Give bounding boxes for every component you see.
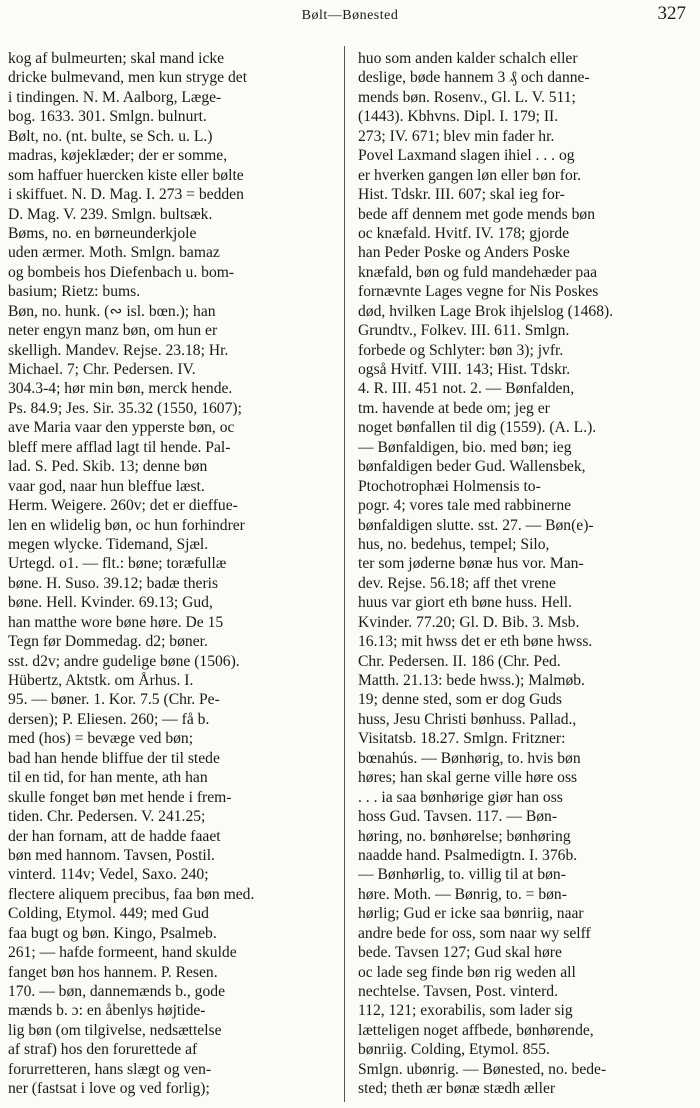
page-header <box>0 0 700 40</box>
text-line: oc knæfald. Hvitf. IV. 178; gjorde <box>358 224 570 242</box>
text-line: høring, no. bønhørelse; bønhøring <box>358 827 571 845</box>
text-line: dricke bulmevand, men kun stryge det <box>8 69 248 87</box>
text-line: som haffuer huercken kiste eller bølte <box>8 166 244 184</box>
text-line: Ps. 84.9; Jes. Sir. 35.32 (1550, 1607); <box>8 399 242 417</box>
text-line: Tegn før Dommedag. d2; bøner. <box>8 633 208 651</box>
text-line: . . . ia saa bønhørige giør han oss <box>358 788 563 806</box>
text-line: i skiffuet. N. D. Mag. I. 273 = bedden <box>8 186 244 204</box>
text-line: Ptochotrophæi Holmensis to- <box>358 477 541 495</box>
text-line: 112, 121; exorabilis, som lader sig <box>358 1002 573 1020</box>
text-line: vaar god, naar hun bleffue læst. <box>8 477 205 495</box>
text-line: Urtegd. o1. — flt.: bøne; toræfullæ <box>8 555 227 573</box>
text-line: 304.3-4; hør min bøn, merck hende. <box>8 380 233 398</box>
text-line: faa bugt og bøn. Kingo, Psalmeb. <box>8 924 217 942</box>
right-column <box>358 49 688 1099</box>
text-line: ter som jøderne bønæ hus vor. Man- <box>358 555 584 573</box>
text-line: mends bøn. Rosenv., Gl. L. V. 511; <box>358 88 576 106</box>
text-line: huss, Jesu Christi bønhuss. Pallad., <box>358 710 577 728</box>
text-line: deslige, bøde hannem 3 ₰ och danne- <box>358 69 590 87</box>
text-line: Hist. Tdskr. III. 607; skal ieg for- <box>358 186 565 204</box>
text-line: bede. Tavsen 127; Gud skal høre <box>358 944 562 962</box>
text-line: bøn med hannom. Tavsen, Postil. <box>8 846 215 864</box>
text-line: Colding, Etymol. 449; med Gud <box>8 905 209 923</box>
text-line: vinterd. 114v; Vedel, Saxo. 240; <box>8 866 209 884</box>
text-line: Chr. Pedersen. II. 186 (Chr. Ped. <box>358 652 561 670</box>
text-line: len en wlidelig bøn, oc hun forhindrer <box>8 516 245 534</box>
text-line: nechtelse. Tavsen, Post. vinterd. <box>358 983 558 1000</box>
text-line: bœnahús. — Bønhørig, to. hvis bøn <box>358 749 581 767</box>
text-line: bøne. H. Suso. 39.12; badæ theris <box>8 574 219 592</box>
text-line: — Bønhørlig, to. villig til at bøn- <box>358 866 566 884</box>
text-line: han Peder Poske og Anders Poske <box>358 244 570 262</box>
text-line: andre bede for oss, som naar wy selff <box>358 924 591 942</box>
text-line: der han fornam, att de hadde faaet <box>8 827 221 845</box>
text-line: naadde hand. Psalmedigtn. I. 376b. <box>358 846 578 864</box>
text-line: noget bønfallen til dig (1559). (A. L.). <box>358 419 597 437</box>
text-line: 16.13; mit hwss det er eth bøne hwss. <box>358 633 593 651</box>
text-line: bønfaldigen slutte. sst. 27. — Bøn(e)- <box>358 516 594 534</box>
text-line: basium; Rietz: bums. <box>8 283 141 301</box>
text-line: neter engyn manz bøn, om hun er <box>8 322 218 340</box>
text-line: sst. d2v; andre gudelige bøne (1506). <box>8 652 240 670</box>
text-line: dersen); P. Eliesen. 260; — få b. <box>8 710 210 728</box>
text-line: bøne. Hell. Kvinder. 69.13; Gud, <box>8 594 213 612</box>
text-line: 95. — bøner. 1. Kor. 7.5 (Chr. Pe- <box>8 691 220 709</box>
text-line: 170. — bøn, dannemænds b., gode <box>8 983 225 1000</box>
text-line: hus, no. bedehus, tempel; Silo, <box>358 535 550 553</box>
text-line: bønriig. Colding, Etymol. 855. <box>358 1041 550 1059</box>
text-line: Michael. 7; Chr. Pedersen. IV. <box>8 361 196 378</box>
text-line: huus var giort eth bøne huss. Hell. <box>358 594 572 612</box>
text-line: med (hos) = bevæge ved bøn; <box>8 730 194 748</box>
text-line: også Hvitf. VIII. 143; Hist. Tdskr. <box>358 361 571 378</box>
text-line: 4. R. III. 451 not. 2. — Bønfalden, <box>358 380 575 398</box>
text-line: Smlgn. ubønrig. — Bønested, no. bede- <box>358 1060 607 1078</box>
text-line: høre. Moth. — Bønrig, to. = bøn- <box>358 885 567 903</box>
text-line: Bøms, no. en børneunderkjole <box>8 224 197 242</box>
text-line: tm. havende at bede om; jeg er <box>358 399 550 417</box>
text-line: bad han hende bliffue der til stede <box>8 749 220 767</box>
text-line: Herm. Weigere. 260v; det er dieffue- <box>8 497 238 515</box>
text-line: fanget bøn hos hannem. P. Resen. <box>8 963 218 981</box>
text-line: pogr. 4; vores tale med rabbinerne <box>358 497 572 515</box>
text-line: Povel Laxmand slagen ihiel . . . og <box>358 147 575 165</box>
text-line: høres; han skal gerne ville høre oss <box>358 769 578 787</box>
text-line: hoss Gud. Tavsen. 117. — Bøn- <box>358 808 558 826</box>
text-line: D. Mag. V. 239. Smlgn. bultsæk. <box>8 205 213 223</box>
text-line: (1443). Kbhvns. Dipl. I. 179; II. <box>358 108 559 126</box>
text-line: huo som anden kalder schalch eller <box>358 50 578 67</box>
text-line: og bombeis hos Diefenbach u. bom- <box>8 263 235 281</box>
text-line: flectere aliquem precibus, faa bøn med. <box>8 885 255 903</box>
text-line: død, hvilken Lage Brok ihjelslog (1468). <box>358 302 614 320</box>
text-line: knæfald, bøn og fuld mandehæder paa <box>358 263 598 281</box>
text-line: lig bøn (om tilgivelse, nedsættelse <box>8 1021 222 1039</box>
text-line: forbede og Schlyter: bøn 3); jvfr. <box>358 341 564 359</box>
text-line: bog. 1633. 301. Smlgn. bulnurt. <box>8 108 207 126</box>
text-line: uden ærmer. Moth. Smlgn. bamaz <box>8 244 220 262</box>
text-line: sted; theth ær bønæ stædh æller <box>358 1080 556 1098</box>
text-line: tiden. Chr. Pedersen. V. 241.25; <box>8 808 206 826</box>
text-line: Bøn, no. hunk. (∾ isl. bœn.); han <box>8 302 216 320</box>
text-line: skulle fonget bøn met hende i frem- <box>8 788 232 806</box>
text-line: ner (fastsat i love og ved forlig); <box>8 1080 210 1098</box>
text-line: Bølt, no. (nt. bulte, se Sch. u. L.) <box>8 127 213 145</box>
text-line: bede aff dennem met gode mends bøn <box>358 205 596 223</box>
text-line: Grundtv., Folkev. III. 611. Smlgn. <box>358 322 570 340</box>
running-head: Bølt—Bønested <box>301 8 399 23</box>
left-column <box>8 49 336 1099</box>
text-line: 273; IV. 671; blev min fader hr. <box>358 127 555 145</box>
text-line: Hübertz, Aktstk. om Århus. I. <box>8 672 194 689</box>
text-line: dev. Rejse. 56.18; aff thet vrene <box>358 574 556 592</box>
text-line: kog af bulmeurten; skal mand icke <box>8 50 225 67</box>
text-line: er hverken gangen løn eller bøn for. <box>358 166 581 184</box>
text-line: bleff mere afflad lagt til hende. Pal- <box>8 438 231 456</box>
text-line: han matthe wore bøne høre. De 15 <box>8 613 224 631</box>
text-line: lad. S. Ped. Skib. 13; denne bøn <box>8 458 208 476</box>
text-line: fornævnte Lages vegne for Nis Poskes <box>358 283 599 301</box>
text-line: Visitatsb. 18.27. Smlgn. Fritzner: <box>358 730 566 748</box>
column-divider <box>344 46 345 1102</box>
text-line: ave Maria vaar den ypperste bøn, oc <box>8 419 235 437</box>
text-line: lætteligen noget affbede, bønhørende, <box>358 1021 594 1039</box>
text-line: af straf) hos den forurettede af <box>8 1041 198 1059</box>
text-line: oc lade seg finde bøn rig weden all <box>358 963 576 981</box>
text-line: i tindingen. N. M. Aalborg, Læge- <box>8 88 222 106</box>
text-line: 19; denne sted, som er dog Guds <box>358 691 562 709</box>
text-line: til en tid, for han mente, ath han <box>8 769 208 787</box>
page-number: 327 <box>657 3 686 24</box>
text-line: Kvinder. 77.20; Gl. D. Bib. 3. Msb. <box>358 613 580 631</box>
text-line: megen wlycke. Tidemand, Sjæl. <box>8 535 209 553</box>
text-line: bønfaldigen beder Gud. Wallensbek, <box>358 458 586 476</box>
text-line: — Bønfaldigen, bio. med bøn; ieg <box>358 438 572 456</box>
text-line: forurretteren, hans slægt og ven- <box>8 1060 212 1078</box>
text-line: mænds b. ɔ: en åbenlys højtide- <box>8 1002 206 1020</box>
text-line: madras, køjeklæder; der er somme, <box>8 147 228 165</box>
text-line: skelligh. Mandev. Rejse. 23.18; Hr. <box>8 341 229 359</box>
text-line: hørlig; Gud er icke saa bønriig, naar <box>358 905 584 923</box>
text-line: Matth. 21.13: bede hwss.); Malmøb. <box>358 672 585 689</box>
text-line: 261; — hafde formeent, hand skulde <box>8 944 237 962</box>
